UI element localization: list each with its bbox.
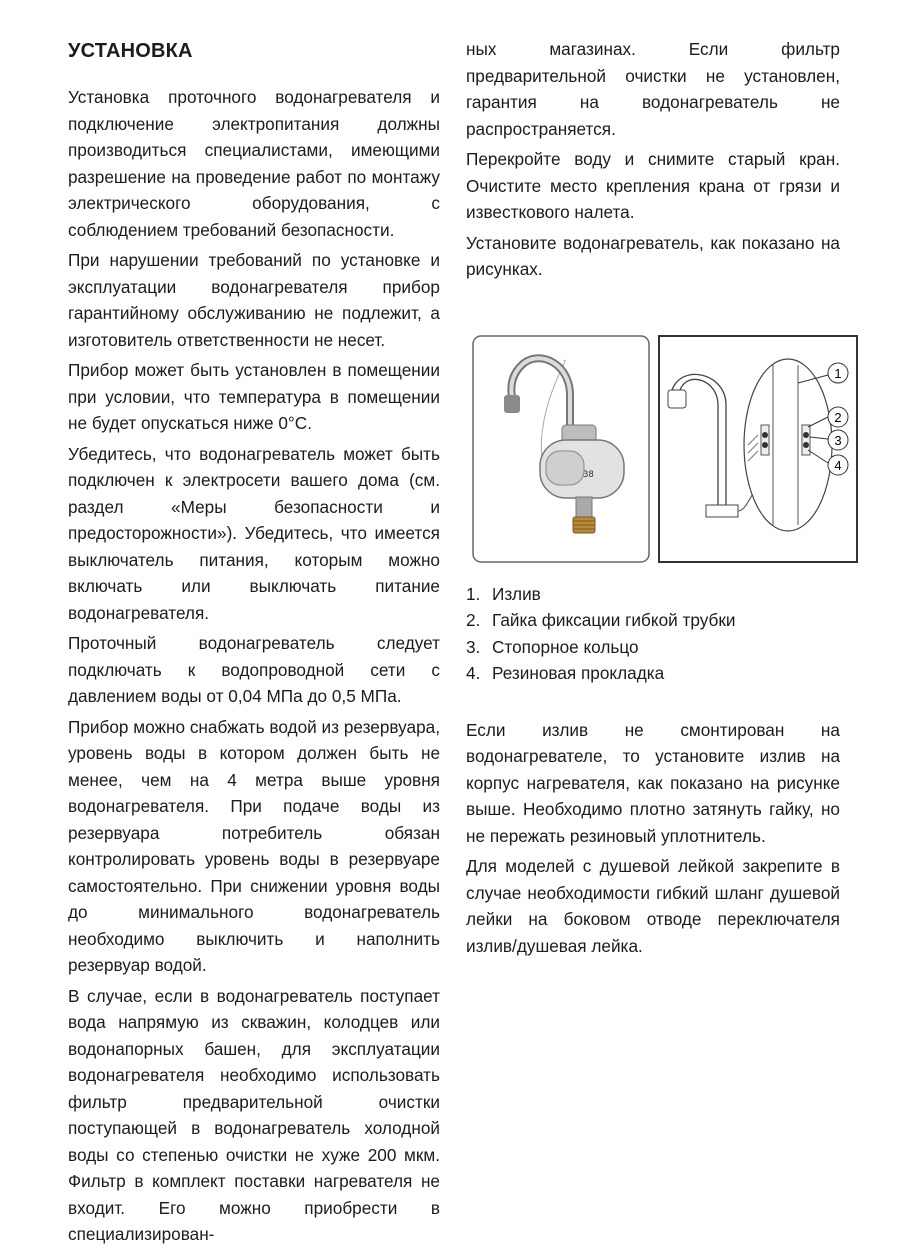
legend-label: Излив (492, 583, 541, 604)
callout-label: 4 (834, 457, 842, 473)
parts-legend (466, 581, 840, 687)
callout-1 (828, 363, 848, 383)
section-heading: УСТАНОВКА (68, 40, 193, 62)
paragraph-shower-hose: Для моделей с душевой лейкой закрепите в случае необходимости гибкий шланг душевой лейки на боковом отводе переключателя излив/душевая лейка. (466, 856, 840, 956)
paragraph-room-temperature: Прибор может быть установлен в помещении при условии, что температура в помещении не будет опускаться ниже 0°С. (68, 360, 440, 433)
paragraph-remove-old-tap: Перекройте воду и снимите старый кран. Очистите место крепления крана от грязи и известкового налета. (466, 149, 840, 222)
installation-figure (472, 335, 840, 565)
legend-label: Резиновая прокладка (492, 663, 665, 683)
legend-item (466, 581, 840, 608)
assembly-diagram (658, 335, 858, 563)
callout-label: 2 (834, 409, 842, 425)
paragraph-power-switch: Убедитесь, что водонагреватель может быть подключен к электросети вашего дома (см. раздел «Меры безопасности и предосторожности»). Убедитесь, что имеется выключатель питания, которым можно включать или выключать питание водонагревателя. (68, 443, 440, 623)
legend-item (466, 607, 840, 634)
right-column (466, 36, 840, 963)
paragraph-warranty-violation: При нарушении требований по установке и эксплуатации водонагревателя прибор гарантийному обслуживанию не подлежит, а изготовитель ответственности не несет. (68, 250, 440, 350)
callout-3 (828, 430, 848, 450)
callout-label: 1 (834, 365, 842, 381)
display-value: 38 (583, 469, 594, 480)
legend-number: 3. (466, 636, 481, 657)
legend-item (466, 660, 840, 687)
paragraph-reservoir-supply: Прибор можно снабжать водой из резервуара, уровень воды в котором должен быть не менее, чем на 4 метра выше уровня водонагревателя. При подаче воды из резервуара потребитель обязан контролировать уровень воды в резервуаре самостоятельно. При снижении уровня воды до минимального водонагреватель необходимо выключить и наполнить резервуар водой. (68, 716, 440, 975)
paragraph-warranty-filter: ных магазинах. Если фильтр предварительной очистки не установлен, гарантия на водонагреватель не распространяется. (466, 39, 840, 139)
paragraph-installation-by-specialists: Установка проточного водонагревателя и подключение электропитания должны производиться специалистами, имеющими разрешение на проведение работ по монтажу электрического оборудования, с соблюдением требований безопасности. (68, 87, 440, 240)
callout-4 (828, 455, 848, 475)
paragraph-spout-mounting: Если излив не смонтирован на водонагревателе, то установите излив на корпус нагревателя, как показано на рисунке выше. Необходимо плотно затянуть гайку, но не пережать резиновый уплотнитель. (466, 719, 840, 846)
legend-item (466, 634, 840, 661)
paragraph-prefilter: В случае, если в водонагреватель поступает вода напрямую из скважин, колодцев или водонапорных башен, для эксплуатации водонагревателя необходимо использовать фильтр предварительной очистки поступающей в водонагреватель холодной воды со степенью очистки не хуже 200 мкм. Фильтр в комплект поставки нагревателя не входит. Его можно приобрести в специализирован- (68, 985, 440, 1244)
callout-label: 3 (834, 432, 842, 448)
legend-number: 4. (466, 663, 481, 683)
paragraph-install-heater: Установите водонагреватель, как показано на рисунках. (466, 232, 840, 279)
legend-number: 1. (466, 583, 481, 604)
legend-label: Гайка фиксации гибкой трубки (492, 610, 736, 630)
faucet-photo (472, 335, 650, 563)
left-column (68, 36, 440, 1252)
legend-number: 2. (466, 610, 481, 630)
paragraph-water-pressure: Проточный водонагреватель следует подключать к водопроводной сети с давлением воды от 0,04 МПа до 0,5 МПа. (68, 633, 440, 706)
callout-2 (828, 407, 848, 427)
legend-label: Стопорное кольцо (492, 636, 639, 657)
